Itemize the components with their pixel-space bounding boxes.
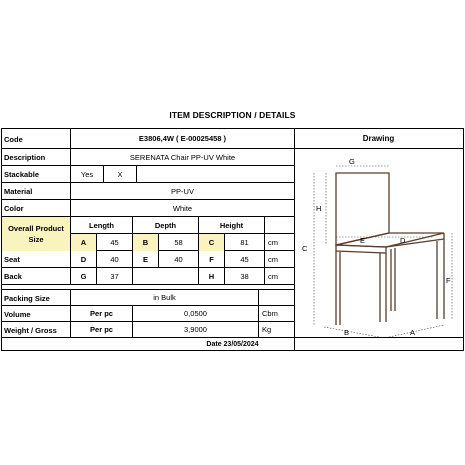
label-f: F	[446, 276, 451, 285]
dim-b-letter: B	[132, 234, 158, 251]
drawing-header: Drawing	[294, 129, 463, 149]
stackable-label: Stackable	[4, 170, 40, 179]
label-g: G	[349, 157, 355, 166]
dim-b-line	[324, 327, 379, 337]
length-header: Length	[70, 217, 132, 233]
label-a: A	[410, 328, 416, 337]
label-b: B	[344, 328, 350, 337]
dim-f-letter: F	[198, 251, 224, 267]
row-description	[2, 149, 294, 166]
date-footer: Date 23/05/2024	[1, 337, 464, 351]
back-label: Back	[4, 272, 22, 281]
label-c: C	[302, 244, 308, 253]
seat-unit: cm	[264, 251, 294, 267]
seat-outline	[336, 233, 444, 247]
weight-per: Per pc	[70, 322, 132, 337]
overall-size-label: Overall Product Size	[2, 217, 70, 251]
spec-sheet	[1, 128, 464, 351]
dim-a-value: 45	[96, 234, 132, 251]
volume-per: Per pc	[70, 306, 132, 321]
row-material	[2, 183, 294, 200]
weight-unit: Kg	[258, 322, 294, 337]
chair-drawing	[294, 149, 463, 337]
height-header: Height	[198, 217, 264, 233]
dim-e-letter: E	[132, 251, 158, 267]
dim-c-letter: C	[198, 234, 224, 251]
dim-a-letter: A	[70, 234, 96, 251]
row-volume	[2, 306, 294, 322]
description-label: Description	[4, 153, 46, 162]
dim-e-value: 40	[158, 251, 198, 267]
row-overall-size	[2, 217, 294, 251]
volume-value: 0,0500	[132, 306, 258, 321]
label-d: D	[400, 236, 406, 245]
details-table	[2, 129, 295, 350]
row-code	[2, 129, 294, 149]
stackable-yes: Yes	[70, 166, 103, 182]
code-value: E3806,4W ( E-00025458 )	[70, 129, 294, 148]
dim-g-letter: G	[70, 268, 96, 284]
dim-c-value: 81	[224, 234, 264, 251]
overall-unit: cm	[264, 234, 294, 251]
packing-label: Packing Size	[4, 294, 50, 303]
dim-g-value: 37	[96, 268, 132, 284]
label-h: H	[316, 204, 322, 213]
dim-h-letter: H	[198, 268, 224, 284]
dim-d-value: 40	[96, 251, 132, 267]
weight-label: Weight / Gross	[4, 326, 57, 335]
row-seat	[2, 251, 294, 268]
dim-a-line	[389, 325, 444, 337]
stackable-mark: X	[103, 166, 136, 182]
description-value: SERENATA Chair PP-UV White	[70, 149, 294, 165]
row-weight	[2, 322, 294, 338]
label-e: E	[360, 236, 366, 245]
drawing-panel	[294, 129, 463, 350]
back-unit: cm	[264, 268, 294, 284]
packing-value: in Bulk	[70, 290, 258, 305]
dim-f-value: 45	[224, 251, 264, 267]
dim-h-value: 38	[224, 268, 264, 284]
weight-value: 3,9000	[132, 322, 258, 337]
seat-label: Seat	[4, 255, 20, 264]
document-title: ITEM DESCRIPTION / DETAILS	[169, 110, 296, 120]
material-label: Material	[4, 187, 33, 196]
color-value: White	[70, 200, 294, 216]
code-label: Code	[4, 135, 23, 144]
volume-unit: Cbm	[258, 306, 294, 321]
dim-d-letter: D	[70, 251, 96, 267]
dim-b-value: 58	[158, 234, 198, 251]
row-color	[2, 200, 294, 217]
depth-header: Depth	[132, 217, 198, 233]
row-packing	[2, 290, 294, 306]
row-stackable	[2, 166, 294, 183]
volume-label: Volume	[4, 310, 31, 319]
material-value: PP-UV	[70, 183, 294, 199]
row-back	[2, 268, 294, 285]
color-label: Color	[4, 204, 24, 213]
